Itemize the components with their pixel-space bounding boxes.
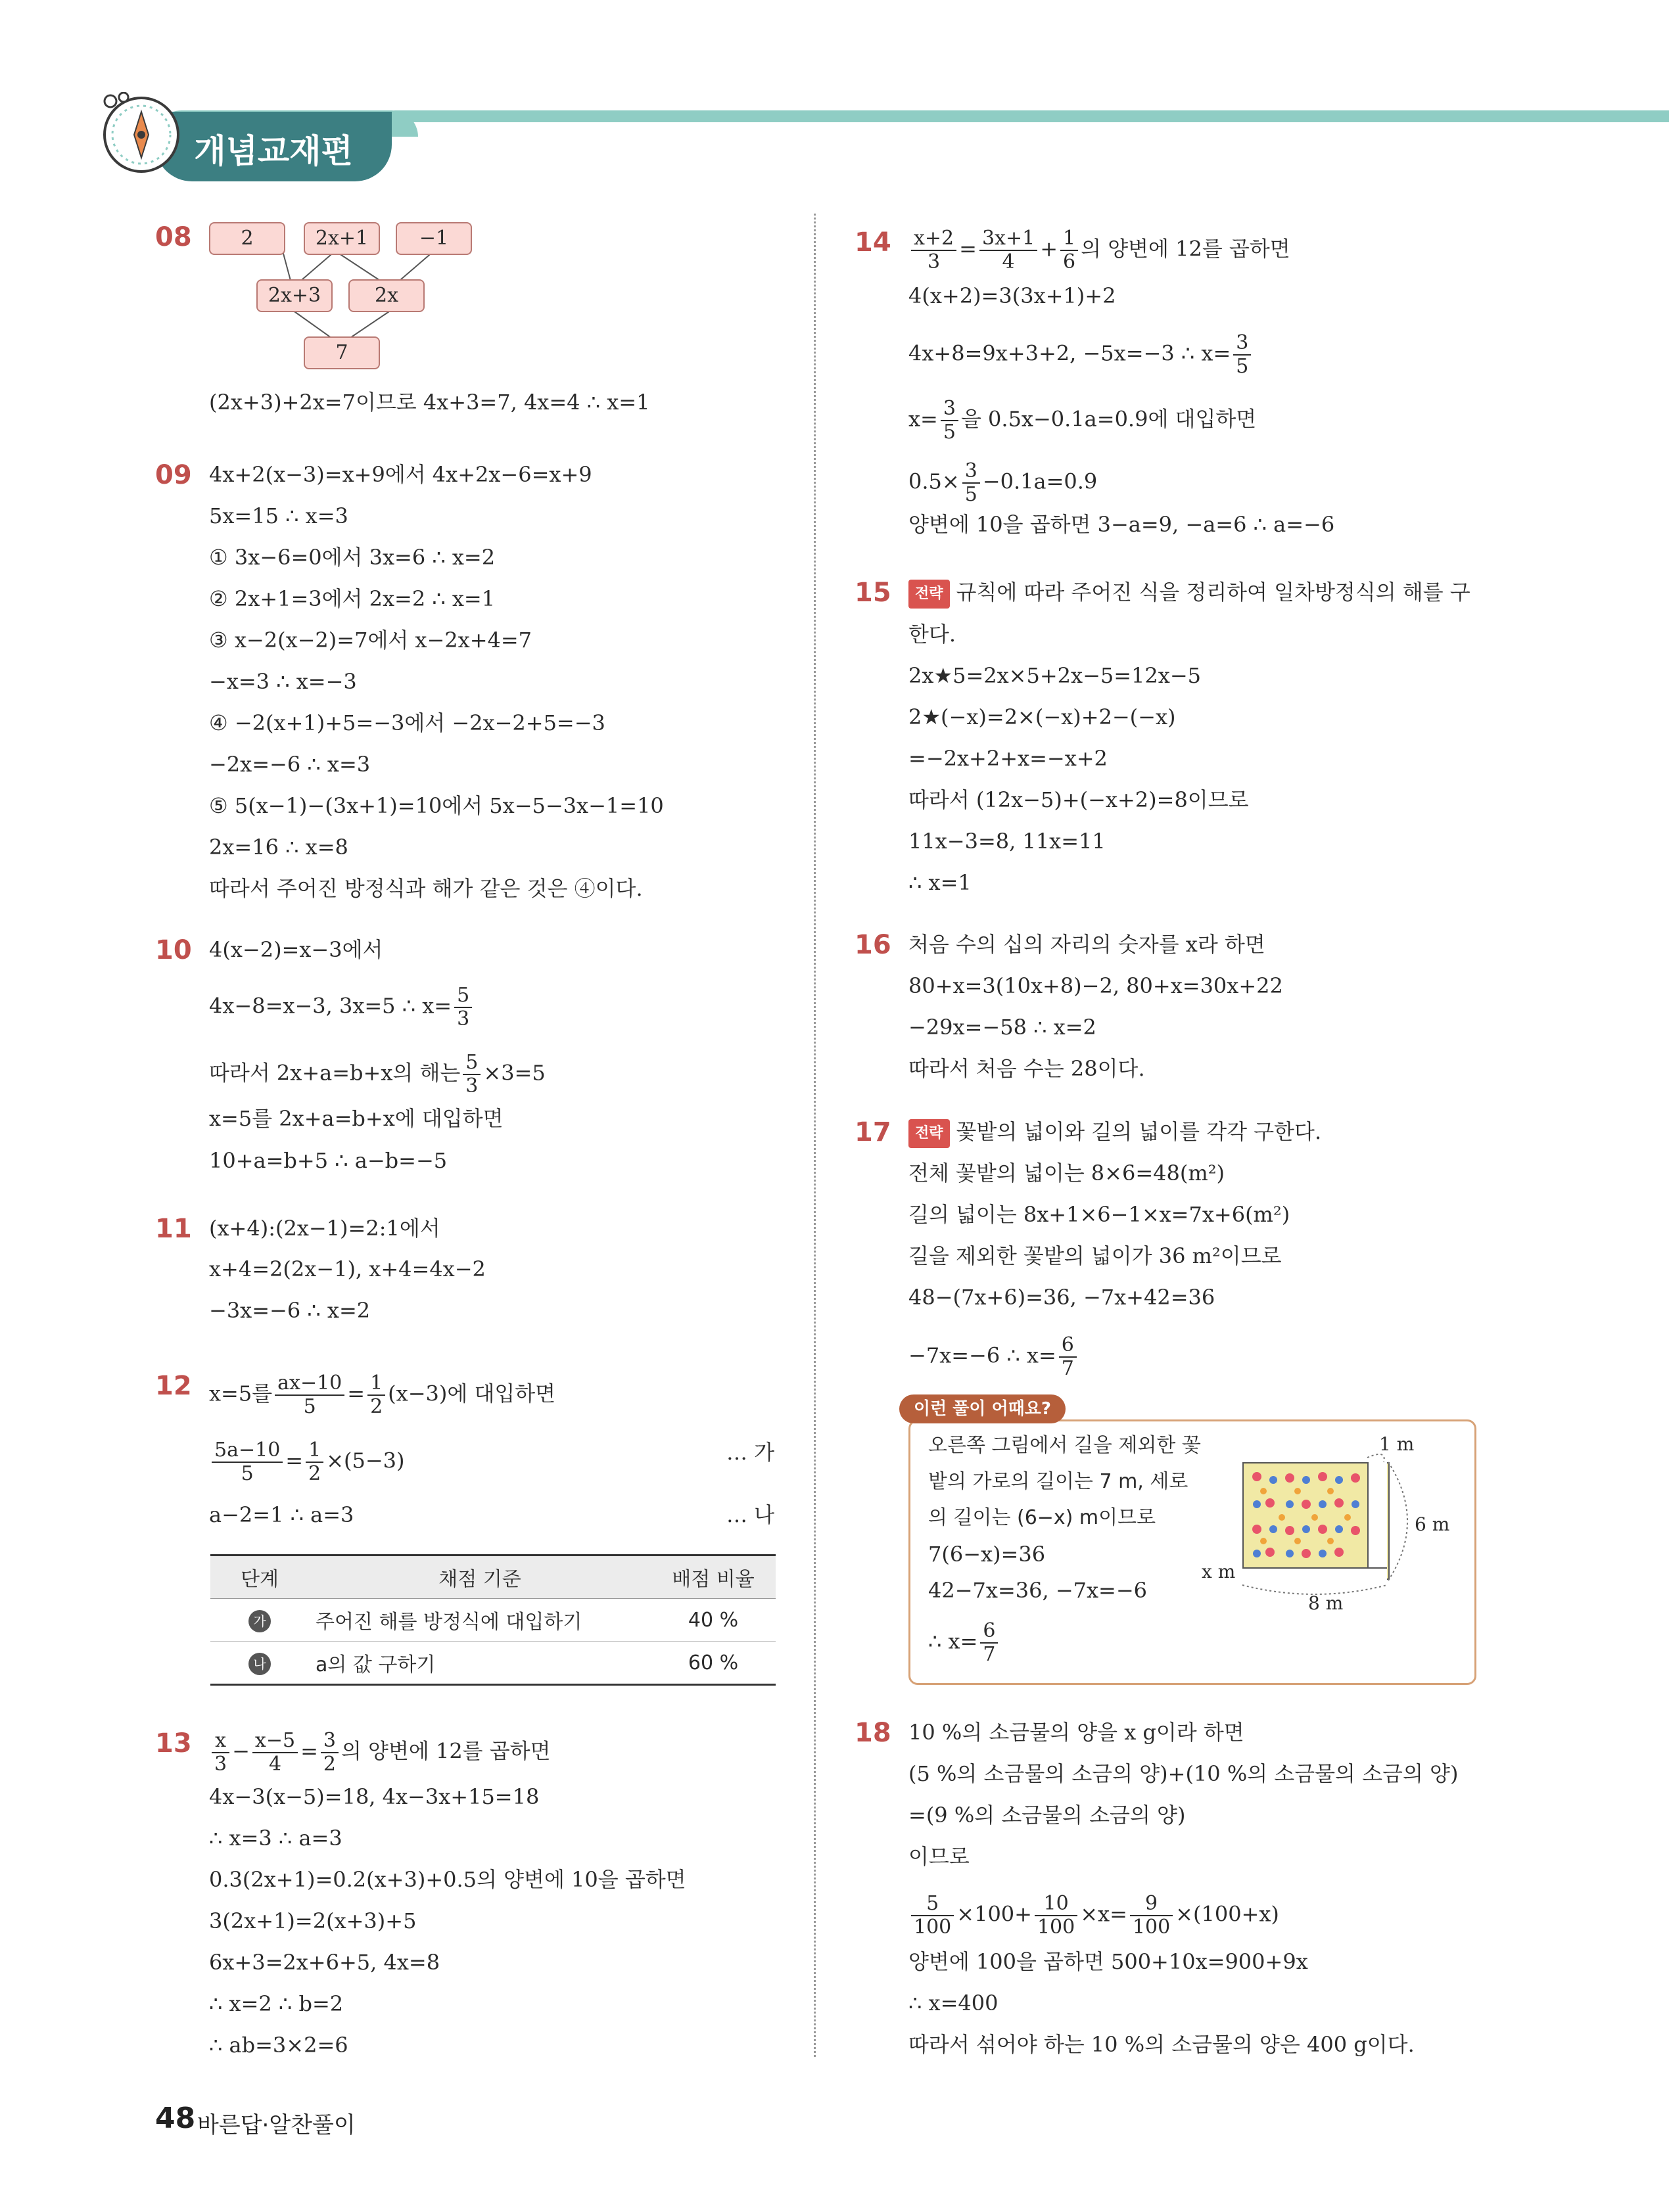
solution-line: =−2x+2+x=−x+2 [908,746,1108,771]
solution-line: $\frac{5a-10}{5}$ = $\frac{1}{2}$ ×(5−3) [209,1439,405,1485]
solution-line: 2x=16 ∴ x=8 [209,835,348,860]
fraction: $\frac{5}{100}$ [911,1893,954,1939]
solution-line: x=5를 2x+a=b+x에 대입하면 [209,1106,504,1131]
tip-line: 의 길이는 (6−x) m이므로 [928,1506,1156,1529]
solution-line: 처음 수의 십의 자리의 숫자를 x라 하면 [908,932,1265,957]
solution-line: 4x−3(x−5)=18, 4x−3x+15=18 [209,1784,540,1809]
table-cell: 60 % [651,1642,776,1685]
fraction: $\frac{3}{5}$ [1233,332,1251,378]
figure-label-bottom: 8 m [1308,1592,1344,1614]
solution-line: 11x−3=8, 11x=11 [908,829,1106,854]
header-bar [394,110,1669,122]
column-divider [814,214,816,2057]
solution-line: x= $\frac{3}{5}$ 을 0.5x−0.1a=0.9에 대입하면 [908,397,1257,444]
node-2: 2 [209,222,285,255]
solution-line: −2x=−6 ∴ x=3 [209,752,371,777]
solution-line: −7x=−6 ∴ x= $\frac{6}{7}$ [908,1334,1079,1380]
fraction: $\frac{1}{6}$ [1060,227,1078,273]
table-row [210,1599,776,1642]
solution-line: 5x=15 ∴ x=3 [209,503,348,528]
solution-line: ③ x−2(x−2)=7에서 x−2x+4=7 [209,628,532,653]
solution-line: 따라서 섞어야 하는 10 %의 소금물의 양은 400 g이다. [908,2032,1415,2057]
solution-line: 전체 꽃밭의 넓이는 8×6=48(m²) [908,1161,1225,1186]
solution-line: $\frac{x+2}{3}$ = $\frac{3x+1}{4}$ + $\frac{1}{6}$ 의 양변에 12를 곱하면 [908,227,1290,273]
table-header: 단계 [210,1555,309,1599]
solution-line: ∴ x=1 [908,870,972,895]
solution-line: 0.3(2x+1)=0.2(x+3)+0.5의 양변에 10을 곱하면 [209,1867,686,1892]
solution-line: 따라서 처음 수는 28이다. [908,1056,1145,1081]
fraction: $\frac{10}{100}$ [1035,1893,1077,1939]
fraction: $\frac{5}{3}$ [463,1051,481,1097]
solution-line: 양변에 100을 곱하면 500+10x=900+9x [908,1949,1308,1974]
solution-line: 48−(7x+6)=36, −7x+42=36 [908,1285,1215,1310]
fraction: $\frac{5a-10}{5}$ [212,1439,283,1485]
solution-line: ∴ x=3 ∴ a=3 [209,1826,342,1851]
figure-label-top: 1 m [1379,1433,1415,1455]
solution-line: ∴ x=2 ∴ b=2 [209,1991,344,2016]
header-title: 개념교재편 [194,132,353,170]
solution-line: 10 %의 소금물의 양을 x g이라 하면 [908,1720,1244,1745]
solution-line: =(9 %의 소금물의 소금의 양) [908,1803,1186,1828]
solution-line: 4x+2(x−3)=x+9에서 4x+2x−6=x+9 [209,462,592,487]
problem-number: 17 [855,1117,891,1147]
solution-line: 10+a=b+5 ∴ a−b=−5 [209,1148,448,1173]
fraction: $\frac{x-5}{4}$ [252,1730,298,1776]
solution-line: 4(x−2)=x−3에서 [209,937,383,962]
page-number: 48 [155,2102,196,2135]
problem-number: 13 [155,1728,192,1759]
solution-line: 한다. [908,622,956,647]
solution-line: 길의 넓이는 8x+1×6−1×x=7x+6(m²) [908,1202,1290,1227]
solution-line: 0.5× $\frac{3}{5}$ −0.1a=0.9 [908,459,1098,506]
solution-line: $\frac{5}{100}$ ×100+ $\frac{10}{100}$ ×x= $\frac{9}{100}$ ×(100+x) [908,1893,1279,1939]
fraction: $\frac{3}{2}$ [321,1730,339,1776]
problem-number: 12 [155,1371,192,1401]
solution-line: $\frac{x}{3}$ − $\frac{x-5}{4}$ = $\frac{3}{2}$ 의 양변에 12를 곱하면 [209,1730,551,1776]
fraction: $\frac{ax-10}{5}$ [275,1372,344,1418]
solution-line: (2x+3)+2x=7이므로 4x+3=7, 4x=4 ∴ x=1 [209,390,650,415]
solution-line: 4(x+2)=3(3x+1)+2 [908,283,1116,308]
solution-line: ∴ ab=3×2=6 [209,2033,348,2058]
step-badge: 가 [248,1610,271,1632]
solution-line: ② 2x+1=3에서 2x=2 ∴ x=1 [209,586,496,611]
fraction: $\frac{6}{7}$ [980,1620,998,1666]
problem-number: 11 [155,1214,192,1244]
solution-line: 2★(−x)=2×(−x)+2−(−x) [908,704,1176,729]
figure-label-left: x m [1202,1561,1236,1582]
fraction: $\frac{9}{100}$ [1130,1893,1173,1939]
fraction: $\frac{5}{3}$ [454,984,472,1030]
solution-line: a−2=1 ∴ a=3 [209,1502,354,1527]
table-row [210,1642,776,1685]
problem-number: 15 [855,578,891,608]
solution-line: x+4=2(2x−1), x+4=4x−2 [209,1256,486,1281]
strategy-badge: 전략 [908,1119,950,1148]
tip-line: ∴ x= $\frac{6}{7}$ [928,1620,1000,1666]
solution-line: x=5를 $\frac{ax-10}{5}$ = $\frac{1}{2}$ (x−3)에 대입하면 [209,1371,556,1418]
tip-line: 밭의 가로의 길이는 7 m, 세로 [928,1470,1188,1493]
solution-line: ① 3x−6=0에서 3x=6 ∴ x=2 [209,545,496,570]
solution-line: 따라서 주어진 방정식과 해가 같은 것은 ④이다. [209,876,643,901]
tip-label: 이런 풀이 어때요? [899,1394,1066,1423]
node-2x: 2x [348,279,425,312]
problem-number: 14 [855,227,891,258]
scoring-table [210,1554,776,1686]
problem-number: 18 [855,1718,891,1748]
solution-line: −29x=−58 ∴ x=2 [908,1015,1096,1040]
fraction: $\frac{3}{5}$ [962,460,980,506]
figure-label-right: 6 m [1415,1513,1450,1535]
fraction: $\frac{6}{7}$ [1059,1334,1077,1380]
solution-line: (x+4):(2x−1)=2:1에서 [209,1216,440,1241]
problem-number: 16 [855,930,891,960]
fraction: $\frac{3}{5}$ [941,398,958,444]
tip-line: 오른쪽 그림에서 길을 제외한 꽃 [928,1434,1201,1457]
table-cell: 40 % [651,1599,776,1642]
solution-line: 전략 규칙에 따라 주어진 식을 정리하여 일차방정식의 해를 구 [908,579,1470,609]
step-marker-na: … 나 [726,1502,775,1527]
table-header: 채점 기준 [309,1555,651,1599]
step-marker-ga: … 가 [726,1440,775,1465]
solution-line: 4x+8=9x+3+2, −5x=−3 ∴ x= $\frac{3}{5}$ [908,332,1254,378]
solution-line: 2x★5=2x×5+2x−5=12x−5 [908,663,1201,688]
fraction: $\frac{x}{3}$ [212,1730,229,1776]
table-cell: 주어진 해를 방정식에 대입하기 [309,1599,651,1642]
solution-line: 이므로 [908,1844,970,1869]
node-minus-1: −1 [396,222,472,255]
solution-line: 따라서 2x+a=b+x의 해는 $\frac{5}{3}$ ×3=5 [209,1051,546,1097]
solution-line: −x=3 ∴ x=−3 [209,669,357,694]
step-badge: 나 [248,1653,271,1675]
fraction: $\frac{1}{2}$ [306,1439,323,1485]
problem-number: 09 [155,460,192,490]
node-7: 7 [304,336,380,369]
fraction: $\frac{3x+1}{4}$ [979,227,1037,273]
book-name: 바른답·알찬풀이 [197,2112,356,2138]
solution-line: ④ −2(x+1)+5=−3에서 −2x−2+5=−3 [209,710,605,735]
dimension-arcs [1236,1446,1446,1610]
node-2x-plus-1: 2x+1 [304,222,380,255]
solution-line: 길을 제외한 꽃밭의 넓이가 36 m²이므로 [908,1243,1282,1268]
solution-line: 3(2x+1)=2(x+3)+5 [209,1908,417,1933]
solution-line: ⑤ 5(x−1)−(3x+1)=10에서 5x−5−3x−1=10 [209,793,664,818]
node-2x-plus-3: 2x+3 [256,279,333,312]
solution-line: ∴ x=400 [908,1991,999,2016]
fraction: $\frac{x+2}{3}$ [911,227,956,273]
solution-line: 양변에 10을 곱하면 3−a=9, −a=6 ∴ a=−6 [908,512,1335,537]
solution-line: 전략 꽃밭의 넓이와 길의 넓이를 각각 구한다. [908,1118,1321,1148]
tip-line: 7(6−x)=36 [928,1542,1046,1567]
solution-line: 80+x=3(10x+8)−2, 80+x=30x+22 [908,973,1283,998]
table-header: 배점 비율 [651,1555,776,1599]
tip-line: 42−7x=36, −7x=−6 [928,1578,1148,1603]
solution-line: −3x=−6 ∴ x=2 [209,1298,371,1323]
table-cell: a의 값 구하기 [309,1642,651,1685]
solution-line: 6x+3=2x+6+5, 4x=8 [209,1950,440,1975]
fraction: $\frac{1}{2}$ [367,1372,385,1418]
problem-number: 10 [155,935,192,965]
solution-line: 따라서 (12x−5)+(−x+2)=8이므로 [908,787,1249,812]
solution-line: (5 %의 소금물의 소금의 양)+(10 %의 소금물의 소금의 양) [908,1761,1459,1786]
problem-number: 08 [155,222,192,252]
strategy-badge: 전략 [908,580,950,609]
solution-line: 4x−8=x−3, 3x=5 ∴ x= $\frac{5}{3}$ [209,984,475,1030]
